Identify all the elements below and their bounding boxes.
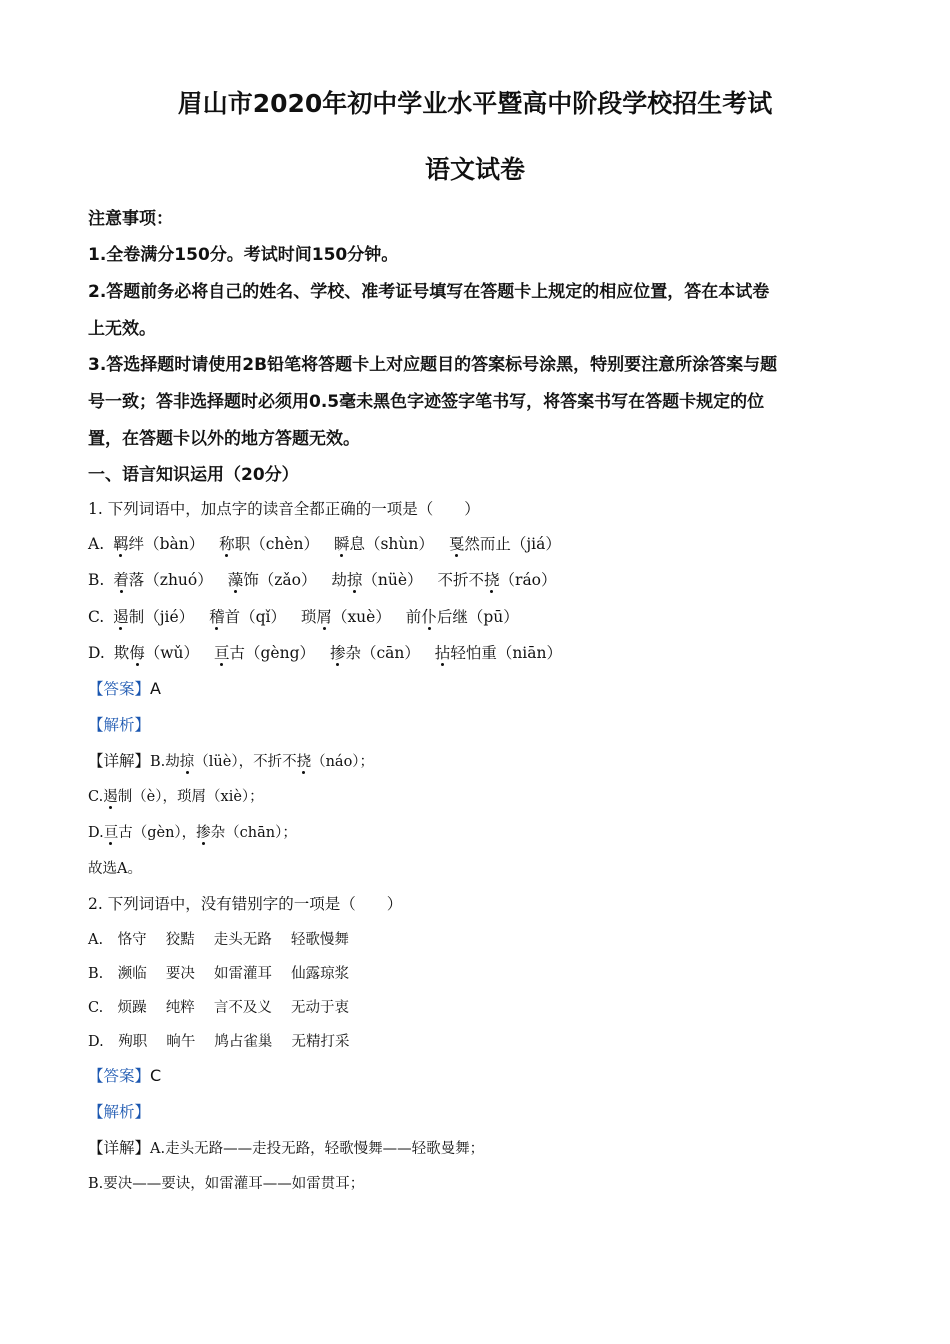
- option-word: 拈轻怕重（niān）: [434, 644, 562, 662]
- question-2-stem: 2. 下列词语中，没有错别字的一项是（ ）: [88, 895, 403, 913]
- option-word: 称职（chèn）: [219, 535, 320, 553]
- dotted-char: 掠: [179, 754, 195, 770]
- dotted-char: 屑: [316, 608, 332, 626]
- option-word: 稽首（qǐ）: [209, 608, 286, 626]
- notice-heading: 注意事项：: [88, 209, 173, 229]
- question-1-stem: 1. 下列词语中，加点字的读音全都正确的一项是（ ）: [88, 500, 480, 518]
- notice-item-1: 1.全卷满分150分。考试时间150分钟。: [88, 245, 399, 265]
- question-1-option-b: [88, 568, 557, 590]
- dotted-char: 遏: [103, 789, 118, 805]
- option-word: 戛然而止（jiá）: [448, 535, 561, 553]
- question-1-option-c: [88, 605, 519, 627]
- question-2-detail-2: B.要决——要诀，如雷灌耳——如雷贯耳；: [88, 1176, 365, 1192]
- dotted-char: 亘: [213, 644, 230, 662]
- dotted-char: 亘: [103, 825, 119, 841]
- dotted-char: 称: [219, 535, 235, 553]
- dotted-char: 着: [113, 571, 129, 589]
- option-word: 劫掠（nüè）: [331, 571, 423, 589]
- option-word: 琐屑（xuè）: [300, 608, 391, 626]
- question-1-option-a: [88, 532, 561, 554]
- dotted-char: 挠: [484, 571, 500, 589]
- detail-tag: 【详解】: [88, 1139, 151, 1157]
- dotted-char: 拈: [434, 644, 451, 662]
- option-word: 不折不挠（ráo）: [437, 571, 557, 589]
- option-word: 着落（zhuó）: [113, 571, 213, 589]
- option-label: A.: [88, 535, 105, 553]
- answer-tag: 【答案】: [88, 680, 151, 698]
- question-1-detail-2: C.遏制（è），琐屑（xiè）；: [88, 789, 264, 805]
- dotted-char: 瞬: [333, 535, 350, 553]
- option-label: C.: [88, 608, 105, 626]
- detail-tag: 【详解】: [88, 752, 151, 770]
- option-word: 藻饰（zǎo）: [227, 571, 317, 589]
- exam-subtitle: 语文试卷: [424, 155, 525, 184]
- dotted-char: 挠: [296, 754, 312, 770]
- question-2-detail-1: 【详解】A.走头无路——走投无路，轻歌慢舞——轻歌曼舞；: [88, 1139, 485, 1157]
- dotted-char: 遏: [113, 608, 129, 626]
- option-word: 遏制（jié）: [113, 608, 195, 626]
- notice-item-3-line-1: 3.答选择题时请使用2B铅笔将答题卡上对应题目的答案标号涂黑，特别要注意所涂答案与题: [88, 355, 778, 375]
- question-1-detail-3: D.亘古（gèn），掺杂（chān）；: [88, 825, 297, 841]
- answer-value: A: [150, 679, 161, 698]
- answer-value: C: [150, 1066, 162, 1085]
- question-2-option-c: C. 烦躁 纯粹 言不及义 无动于衷: [88, 1000, 350, 1016]
- notice-item-3-line-3: 置，在答题卡以外的地方答题无效。: [88, 429, 360, 449]
- dotted-char: 侮: [129, 644, 145, 662]
- dotted-char: 羁: [113, 535, 129, 553]
- question-2-option-d: D. 殉职 晌午 鸠占雀巢 无精打采: [88, 1034, 350, 1050]
- question-1-analysis-tag: 【解析】: [88, 716, 151, 734]
- notice-item-2-line-2: 上无效。: [88, 319, 156, 339]
- question-2-answer: [88, 1064, 161, 1086]
- option-word: 前仆后继（pū）: [405, 608, 519, 626]
- question-2-analysis-tag: 【解析】: [88, 1103, 151, 1121]
- question-1-conclusion: 故选A。: [88, 861, 142, 877]
- answer-tag: 【答案】: [88, 1067, 151, 1085]
- notice-item-3-line-2: 号一致；答非选择题时必须用0.5毫未黑色字迹签字笔书写，将答案书写在答题卡规定的位: [88, 392, 765, 412]
- option-word: 掺杂（cān）: [329, 644, 420, 662]
- section-heading: 一、语言知识运用（20分）: [88, 465, 299, 485]
- option-word: 亘古（gèng）: [213, 644, 315, 662]
- question-2-option-b: B. 濒临 要决 如雷灌耳 仙露琼浆: [88, 966, 350, 982]
- notice-item-2-line-1: 2.答题前务必将自己的姓名、学校、准考证号填写在答题卡上规定的相应位置，答在本试卷: [88, 282, 770, 302]
- dotted-char: 仆: [421, 608, 437, 626]
- option-word: 欺侮（wǔ）: [113, 644, 200, 662]
- dotted-char: 稽: [209, 608, 225, 626]
- question-1-answer: [88, 677, 161, 699]
- question-1-option-d: [88, 641, 562, 663]
- dotted-char: 掺: [196, 825, 211, 841]
- dotted-char: 藻: [227, 571, 244, 589]
- dotted-char: 戛: [448, 535, 465, 553]
- question-2-option-a: A. 恪守 狡黠 走头无路 轻歌慢舞: [88, 932, 349, 948]
- option-word: 羁绊（bàn）: [113, 535, 205, 553]
- dotted-char: 掺: [329, 644, 346, 662]
- option-label: B.: [88, 571, 105, 589]
- dotted-char: 掠: [346, 571, 363, 589]
- option-word: 瞬息（shùn）: [333, 535, 434, 553]
- option-label: D.: [88, 644, 105, 662]
- exam-title: 眉山市2020年初中学业水平暨高中阶段学校招生考试: [177, 89, 773, 118]
- question-1-detail-1: 【详解】B.劫掠（lüè），不折不挠（náo）；: [88, 752, 375, 770]
